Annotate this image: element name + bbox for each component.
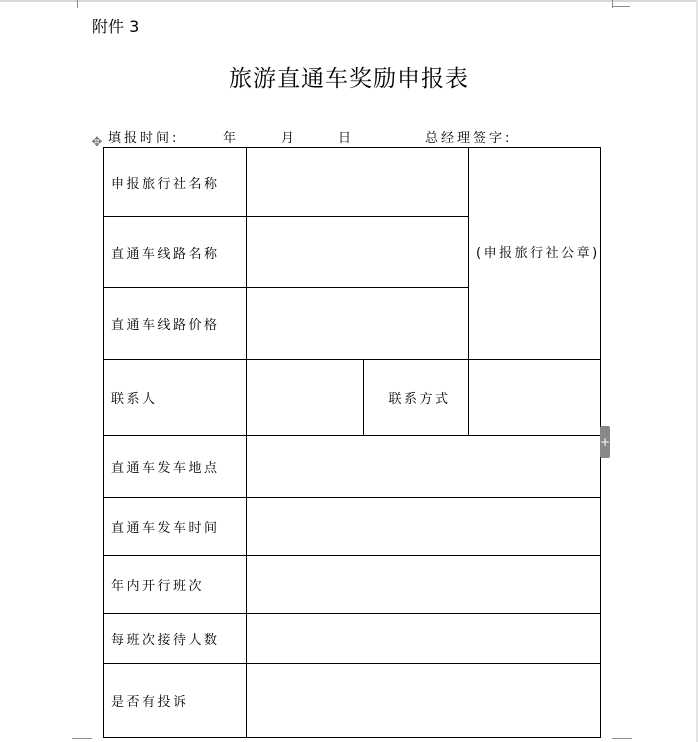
- agency-name-field[interactable]: [247, 148, 469, 217]
- departure-time-field[interactable]: [247, 498, 601, 556]
- month-label: 月: [281, 131, 298, 146]
- crop-mark-bottom-right: [612, 738, 632, 739]
- passengers-per-trip-field[interactable]: [247, 614, 601, 664]
- gm-signature-label: 总经理签字:: [425, 131, 513, 146]
- crop-mark-top-right-h: [612, 6, 630, 7]
- table-row: [104, 614, 601, 664]
- route-name-label: 直通车线路名称: [104, 217, 247, 288]
- contact-person-label: 联系人: [104, 360, 247, 436]
- complaints-field[interactable]: [247, 664, 601, 738]
- annual-trips-label: 年内开行班次: [104, 556, 247, 614]
- crop-mark-top-left: [77, 0, 78, 8]
- add-row-icon[interactable]: +: [600, 426, 610, 458]
- annual-trips-field[interactable]: [247, 556, 601, 614]
- year-label: 年: [223, 131, 240, 146]
- departure-place-field[interactable]: [247, 436, 601, 498]
- table-row: [104, 436, 601, 498]
- route-price-field[interactable]: [247, 288, 469, 360]
- route-name-field[interactable]: [247, 217, 469, 288]
- agency-seal-cell[interactable]: (申报旅行社公章): [469, 148, 601, 360]
- page-top-border: [0, 0, 698, 2]
- complaints-label: 是否有投诉: [104, 664, 247, 738]
- document-title: 旅游直通车奖励申报表: [229, 66, 469, 92]
- fill-date-label: 填报时间:: [108, 131, 180, 146]
- departure-place-label: 直通车发车地点: [104, 436, 247, 498]
- crop-mark-bottom-left: [72, 738, 92, 739]
- passengers-per-trip-label: 每班次接待人数: [104, 614, 247, 664]
- table-row: [104, 148, 601, 217]
- table-row: [104, 664, 601, 738]
- table-row: [104, 498, 601, 556]
- contact-method-label: 联系方式: [364, 360, 469, 436]
- contact-method-field[interactable]: [469, 360, 601, 436]
- table-row: [104, 360, 601, 436]
- departure-time-label: 直通车发车时间: [104, 498, 247, 556]
- table-row: [104, 556, 601, 614]
- day-label: 日: [338, 131, 355, 146]
- contact-person-field[interactable]: [247, 360, 364, 436]
- agency-name-label: 申报旅行社名称: [104, 148, 247, 217]
- application-form-table: [103, 147, 601, 738]
- attachment-label: 附件 3: [92, 17, 140, 36]
- table-move-icon[interactable]: ✥: [91, 135, 103, 150]
- route-price-label: 直通车线路价格: [104, 288, 247, 360]
